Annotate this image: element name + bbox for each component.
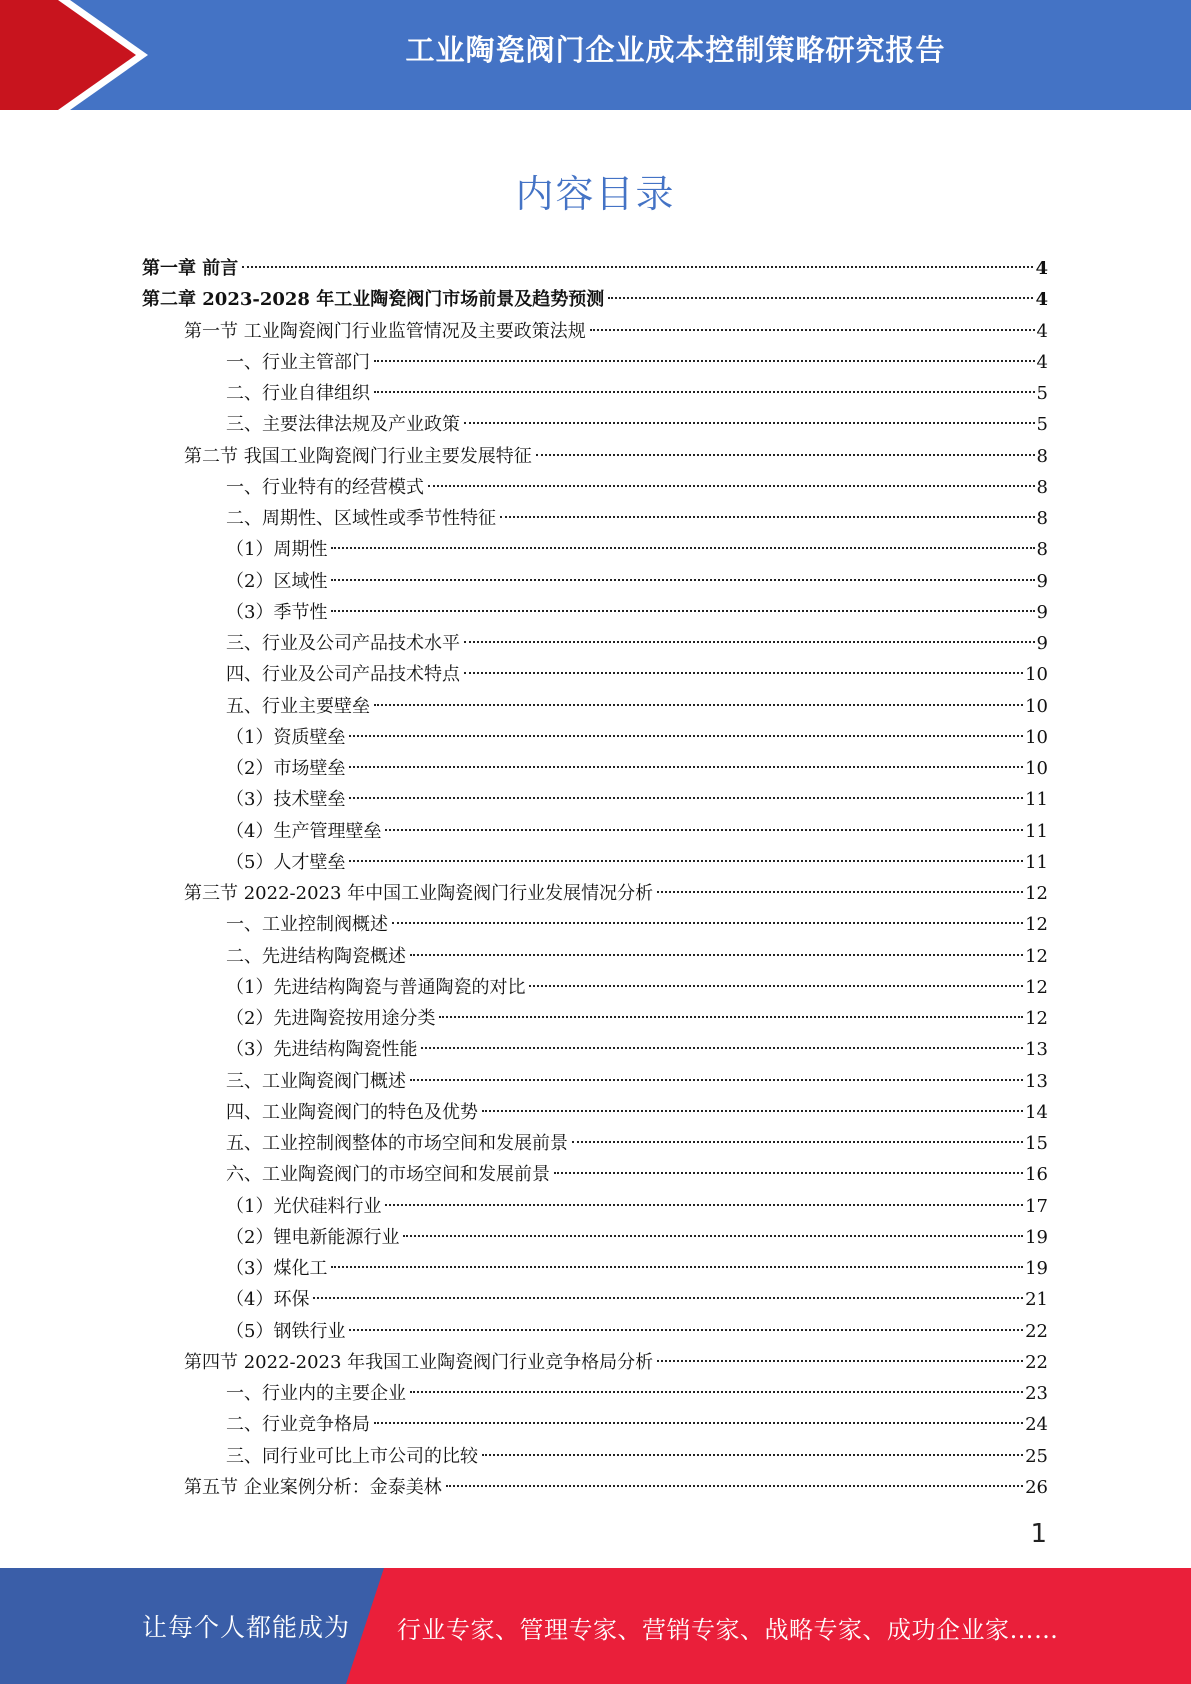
toc-entry[interactable]: [142, 628, 1048, 659]
toc-entry-page: 4: [1035, 258, 1048, 279]
toc-entry-page: 12: [1025, 883, 1048, 904]
toc-dot-leader: [374, 360, 1035, 362]
toc-entry-title: 一、行业特有的经营模式: [226, 476, 424, 498]
toc-entry-title: 六、工业陶瓷阀门的市场空间和发展前景: [226, 1164, 550, 1186]
toc-entry[interactable]: [142, 409, 1048, 440]
toc-entry-title: 二、先进结构陶瓷概述: [226, 945, 406, 967]
toc-entry-title: 二、行业自律组织: [226, 383, 370, 404]
toc-dot-leader: [403, 1235, 1023, 1237]
toc-entry[interactable]: [142, 1191, 1048, 1222]
toc-entry-page: 19: [1025, 1258, 1048, 1279]
toc-entry[interactable]: [142, 1472, 1048, 1503]
toc-dot-leader: [374, 391, 1035, 393]
chevron-arrow-icon: [0, 0, 160, 110]
toc-entry-title: 三、同行业可比上市公司的比较: [226, 1445, 478, 1467]
toc-dot-leader: [349, 735, 1023, 737]
toc-heading: 内容目录: [515, 172, 676, 216]
toc-entry[interactable]: [142, 503, 1048, 534]
toc-dot-leader: [349, 766, 1023, 768]
toc-dot-leader: [536, 454, 1035, 456]
header-banner: [0, 0, 1191, 110]
toc-entry-page: 11: [1025, 820, 1048, 842]
toc-entry-title: （1）先进结构陶瓷与普通陶瓷的对比: [226, 976, 526, 998]
toc-entry-page: 5: [1036, 383, 1048, 404]
toc-dot-leader: [439, 1016, 1023, 1018]
page-number: 1: [1030, 1519, 1047, 1549]
toc-entry-title: 二、行业竞争格局: [226, 1414, 370, 1436]
toc-entry[interactable]: [142, 1159, 1048, 1190]
toc-entry-page: 22: [1025, 1320, 1048, 1342]
toc-entry-page: 10: [1025, 664, 1048, 686]
toc-entry-page: 8: [1036, 539, 1048, 561]
toc-entry-page: 12: [1025, 945, 1048, 967]
toc-entry[interactable]: [142, 1284, 1048, 1315]
toc-dot-leader: [349, 797, 1023, 799]
toc-entry-title: （1）光伏硅料行业: [226, 1195, 382, 1217]
toc-entry-title: 一、工业控制阀概述: [226, 914, 388, 936]
toc-entry[interactable]: [142, 753, 1048, 784]
toc-entry-page: 21: [1025, 1289, 1048, 1311]
toc-entry-title: 三、工业陶瓷阀门概述: [226, 1070, 406, 1092]
toc-entry-page: 12: [1025, 976, 1048, 998]
toc-dot-leader: [331, 547, 1034, 549]
toc-dot-leader: [590, 329, 1035, 331]
toc-entry-title: 四、行业及公司产品技术特点: [226, 664, 460, 686]
toc-entry-page: 16: [1025, 1164, 1048, 1186]
footer-roles: 行业专家、管理专家、营销专家、战略专家、成功企业家……: [397, 1616, 1059, 1644]
footer-slogan: 让每个人都能成为: [142, 1613, 351, 1642]
toc-dot-leader: [529, 985, 1023, 987]
toc-entry[interactable]: [142, 378, 1048, 409]
toc-entry[interactable]: [142, 816, 1048, 847]
toc-dot-leader: [331, 610, 1034, 612]
toc-entry-title: 二、周期性、区域性或季节性特征: [226, 508, 496, 529]
toc-entry-page: 10: [1025, 695, 1048, 717]
toc-entry[interactable]: [142, 441, 1048, 472]
toc-entry-title: （2）区域性: [226, 570, 328, 592]
toc-entry[interactable]: [142, 534, 1048, 565]
toc-entry[interactable]: [142, 909, 1048, 940]
toc-dot-leader: [331, 1266, 1023, 1268]
toc-entry[interactable]: [142, 347, 1048, 378]
toc-entry-page: 26: [1025, 1476, 1048, 1498]
toc-dot-leader: [657, 891, 1023, 893]
toc-entry-page: 14: [1025, 1101, 1048, 1123]
toc-dot-leader: [572, 1141, 1023, 1143]
toc-entry-title: （2）先进陶瓷按用途分类: [226, 1008, 436, 1029]
toc-dot-leader: [464, 641, 1035, 643]
table-of-contents: [142, 253, 1048, 1503]
toc-dot-leader: [482, 1110, 1023, 1112]
toc-entry-page: 9: [1036, 570, 1048, 592]
toc-entry-title: （3）先进结构陶瓷性能: [226, 1039, 418, 1061]
toc-entry[interactable]: [142, 566, 1048, 597]
toc-entry-title: 第四节 2022-2023 年我国工业陶瓷阀门行业竞争格局分析: [184, 1351, 654, 1373]
toc-entry-page: 11: [1025, 851, 1048, 873]
toc-entry[interactable]: [142, 316, 1048, 347]
toc-entry-title: （2）市场壁垒: [226, 758, 346, 779]
toc-entry-page: 17: [1025, 1195, 1048, 1217]
toc-dot-leader: [374, 1422, 1023, 1424]
toc-entry-page: 13: [1025, 1039, 1048, 1061]
toc-entry-title: （4）生产管理壁垒: [226, 820, 382, 842]
toc-entry-page: 9: [1036, 601, 1048, 623]
toc-entry-page: 23: [1025, 1383, 1048, 1404]
toc-entry[interactable]: [142, 1409, 1048, 1440]
toc-dot-leader: [392, 922, 1023, 924]
toc-entry[interactable]: [142, 1316, 1048, 1347]
toc-dot-leader: [242, 266, 1033, 268]
toc-entry-page: 4: [1035, 289, 1048, 311]
toc-entry[interactable]: [142, 1034, 1048, 1065]
toc-entry[interactable]: [142, 972, 1048, 1003]
toc-entry-page: 15: [1025, 1133, 1048, 1154]
toc-entry-page: 13: [1025, 1070, 1048, 1092]
toc-dot-leader: [482, 1454, 1023, 1456]
toc-dot-leader: [410, 1079, 1023, 1081]
toc-entry-page: 4: [1036, 351, 1048, 373]
toc-entry[interactable]: [142, 784, 1048, 815]
report-title: 工业陶瓷阀门企业成本控制策略研究报告: [405, 33, 946, 67]
toc-entry-page: 8: [1036, 508, 1048, 529]
toc-entry-page: 24: [1025, 1414, 1048, 1436]
toc-dot-leader: [313, 1297, 1023, 1299]
toc-entry-title: （1）资质壁垒: [226, 726, 346, 748]
toc-entry[interactable]: [142, 1441, 1048, 1472]
toc-entry[interactable]: [142, 1003, 1048, 1034]
toc-entry-page: 5: [1036, 414, 1048, 436]
toc-entry[interactable]: [142, 253, 1048, 284]
toc-entry[interactable]: [142, 1128, 1048, 1159]
toc-entry-page: 9: [1036, 633, 1048, 654]
toc-entry[interactable]: [142, 1378, 1048, 1409]
toc-dot-leader: [554, 1172, 1023, 1174]
toc-dot-leader: [464, 422, 1035, 424]
toc-dot-leader: [464, 672, 1023, 674]
toc-entry[interactable]: [142, 659, 1048, 690]
toc-entry[interactable]: [142, 878, 1048, 909]
toc-dot-leader: [374, 704, 1023, 706]
toc-entry-title: 四、工业陶瓷阀门的特色及优势: [226, 1101, 478, 1123]
toc-entry-title: 第一章 前言: [142, 258, 239, 279]
toc-entry-page: 8: [1036, 476, 1048, 498]
toc-entry-title: （4）环保: [226, 1289, 310, 1311]
toc-dot-leader: [385, 1204, 1023, 1206]
toc-entry-title: （3）季节性: [226, 601, 328, 623]
toc-entry[interactable]: [142, 1222, 1048, 1253]
footer-banner: [0, 1568, 1191, 1684]
toc-dot-leader: [331, 579, 1034, 581]
toc-entry-title: 第二章 2023-2028 年工业陶瓷阀门市场前景及趋势预测: [142, 289, 605, 311]
toc-entry-page: 12: [1025, 1008, 1048, 1029]
toc-entry-page: 11: [1025, 789, 1048, 811]
toc-dot-leader: [349, 860, 1023, 862]
toc-dot-leader: [428, 485, 1035, 487]
toc-entry-title: （3）煤化工: [226, 1258, 328, 1279]
toc-dot-leader: [385, 829, 1023, 831]
toc-dot-leader: [500, 516, 1035, 518]
toc-dot-leader: [657, 1360, 1023, 1362]
toc-entry-title: 一、行业内的主要企业: [226, 1383, 406, 1404]
toc-entry-page: 10: [1025, 758, 1048, 779]
toc-entry-title: 第二节 我国工业陶瓷阀门行业主要发展特征: [184, 445, 532, 467]
toc-entry-page: 19: [1025, 1226, 1048, 1248]
toc-dot-leader: [421, 1047, 1023, 1049]
toc-entry-page: 25: [1025, 1445, 1048, 1467]
toc-entry-title: （2）锂电新能源行业: [226, 1226, 400, 1248]
toc-entry-title: （3）技术壁垒: [226, 789, 346, 811]
toc-entry-title: （1）周期性: [226, 539, 328, 561]
toc-entry-page: 22: [1025, 1351, 1048, 1373]
toc-entry-title: 第一节 工业陶瓷阀门行业监管情况及主要政策法规: [184, 320, 586, 342]
toc-dot-leader: [410, 954, 1023, 956]
toc-entry-title: （5）人才壁垒: [226, 851, 346, 873]
toc-entry[interactable]: [142, 1097, 1048, 1128]
toc-entry-title: 三、行业及公司产品技术水平: [226, 633, 460, 654]
toc-entry[interactable]: [142, 1253, 1048, 1284]
toc-dot-leader: [446, 1485, 1023, 1487]
toc-entry-title: 第三节 2022-2023 年中国工业陶瓷阀门行业发展情况分析: [184, 883, 654, 904]
toc-dot-leader: [608, 297, 1033, 299]
toc-dot-leader: [349, 1329, 1023, 1331]
toc-entry[interactable]: [142, 1347, 1048, 1378]
toc-entry[interactable]: [142, 1066, 1048, 1097]
toc-entry-page: 12: [1025, 914, 1048, 936]
toc-entry-title: （5）钢铁行业: [226, 1320, 346, 1342]
toc-entry-page: 10: [1025, 726, 1048, 748]
toc-entry[interactable]: [142, 691, 1048, 722]
toc-entry-page: 4: [1036, 320, 1048, 342]
toc-entry[interactable]: [142, 941, 1048, 972]
toc-entry[interactable]: [142, 847, 1048, 878]
toc-entry-title: 五、工业控制阀整体的市场空间和发展前景: [226, 1133, 568, 1154]
toc-entry[interactable]: [142, 722, 1048, 753]
toc-entry-title: 一、行业主管部门: [226, 351, 370, 373]
toc-entry[interactable]: [142, 597, 1048, 628]
toc-entry[interactable]: [142, 472, 1048, 503]
toc-entry-page: 8: [1036, 445, 1048, 467]
toc-dot-leader: [410, 1391, 1023, 1393]
toc-entry-title: 五、行业主要壁垒: [226, 695, 370, 717]
toc-entry[interactable]: [142, 284, 1048, 315]
toc-entry-title: 第五节 企业案例分析：金泰美林: [184, 1476, 442, 1498]
toc-entry-title: 三、主要法律法规及产业政策: [226, 414, 460, 436]
